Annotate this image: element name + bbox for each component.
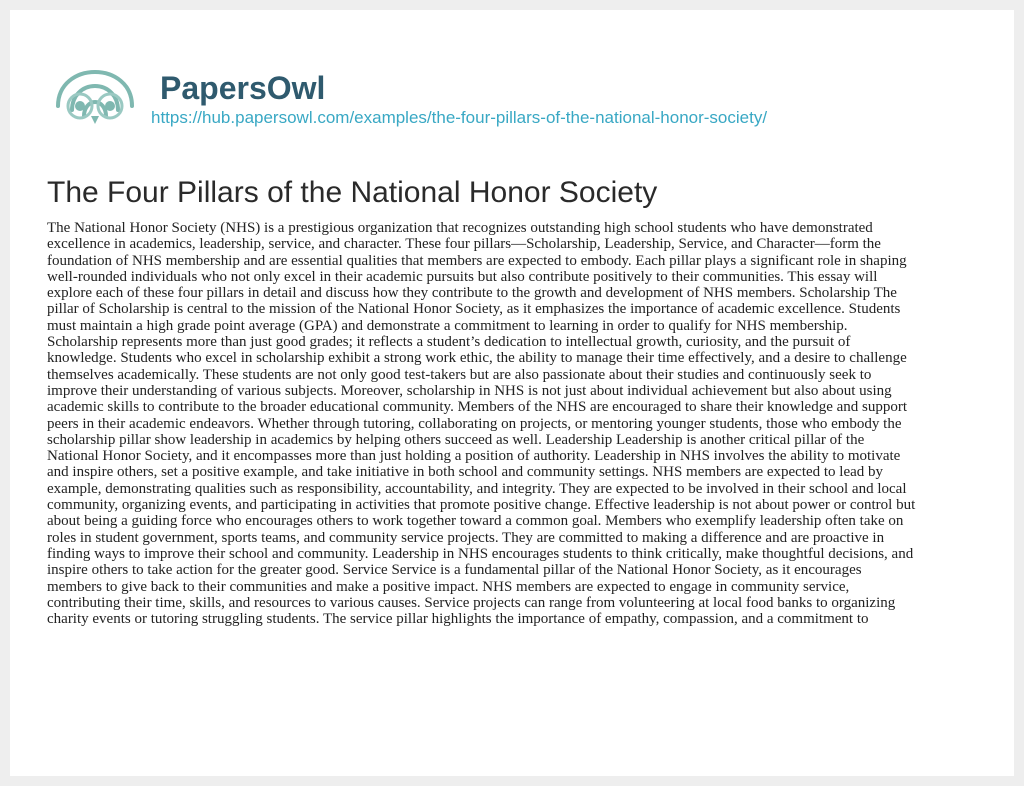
article-line: peers in their academic endeavors. Whether through tutoring, collaborating on projects, or mentoring younger students, those who embody the	[47, 415, 902, 432]
article-line: explore each of these four pillars in detail and discuss how they contribute to the growth and development of NHS members. Scholarship The	[47, 285, 897, 302]
article-line: example, demonstrating qualities such as responsibility, accountability, and integrity. They are expected to be involved in their school and local	[47, 480, 907, 497]
article-line: The National Honor Society (NHS) is a prestigious organization that recognizes outstanding high school students who have demonstrated	[47, 220, 873, 236]
article-line: scholarship pillar show leadership in academics by helping others succeed as well. Leadership Leadership is another critical pillar of the	[47, 431, 865, 448]
article-line: well-rounded individuals who not only excel in their academic pursuits but also contribute positively to their communities. This essay will	[47, 268, 878, 285]
source-link[interactable]: https://hub.papersowl.com/examples/the-four-pillars-of-the-national-honor-society/	[151, 108, 768, 127]
article-line: improve their understanding of various subjects. Moreover, scholarship in NHS is not just about individual achievement but also about using	[47, 382, 892, 399]
article-line: about being a guiding force who encourages others to work together toward a common goal. Members who exemplify leadership often take on	[47, 513, 904, 530]
brand-name[interactable]: PapersOwl	[160, 70, 326, 106]
article-line: must maintain a high grade point average (GPA) and demonstrate a commitment to learning in order to qualify for NHS membership.	[47, 317, 848, 334]
article-line: excellence in academics, leadership, service, and character. These four pillars—Scholarship, Leadership, Service, and Character—form the	[47, 236, 881, 253]
owl-icon	[52, 66, 138, 128]
article-line: academic skills to contribute to the broader educational community. Members of the NHS are encouraged to share their knowledge and support	[47, 399, 908, 416]
article-line: themselves academically. These students are not only good test-takers but are also passionate about their studies and continuously seek to	[47, 366, 872, 383]
article-line: foundation of NHS membership and are essential qualities that members are expected to embody. Each pillar plays a significant role in shaping	[47, 252, 907, 269]
article-body	[47, 220, 987, 627]
header	[10, 10, 1014, 160]
article-line: community, organizing events, and participating in activities that promote positive change. Effective leadership is not about power or control but	[47, 497, 916, 514]
article-line: members to give back to their communities and make a positive impact. NHS members are expected to engage in community service,	[47, 578, 850, 595]
article-line: finding ways to improve their school and community. Leadership in NHS encourages students to think critically, make thoughtful decisions, and	[47, 545, 914, 562]
article-line: inspire others to take action for the greater good. Service Service is a fundamental pillar of the National Honor Society, as it encourages	[47, 562, 862, 579]
article-line: National Honor Society, and it encompasses more than just holding a position of authority. Leadership in NHS involves the ability to motivate	[47, 448, 901, 465]
article-line: and inspire others, set a positive example, and take initiative in both school and community settings. NHS members are expected to lead by	[47, 464, 884, 481]
article-line: pillar of Scholarship is central to the mission of the National Honor Society, as it emphasizes the importance of academic excellence. Students	[47, 301, 901, 318]
article-line: roles in student government, sports teams, and community service projects. They are committed to making a difference and are proactive in	[47, 529, 885, 546]
article-line: contributing their time, skills, and resources to various causes. Service projects can range from volunteering at local food banks to organizing	[47, 594, 896, 611]
article-line: charity events or tutoring struggling students. The service pillar highlights the importance of empathy, compassion, and a commitment to	[47, 611, 869, 628]
article-line: knowledge. Students who excel in scholarship exhibit a strong work ethic, the ability to manage their time effectively, and a desire to challenge	[47, 350, 907, 367]
page-title: The Four Pillars of the National Honor Society	[47, 176, 658, 209]
page	[10, 10, 1014, 776]
article-line: Scholarship represents more than just good grades; it reflects a student’s dedication to intellectual growth, curiosity, and the pursuit of	[47, 334, 851, 351]
